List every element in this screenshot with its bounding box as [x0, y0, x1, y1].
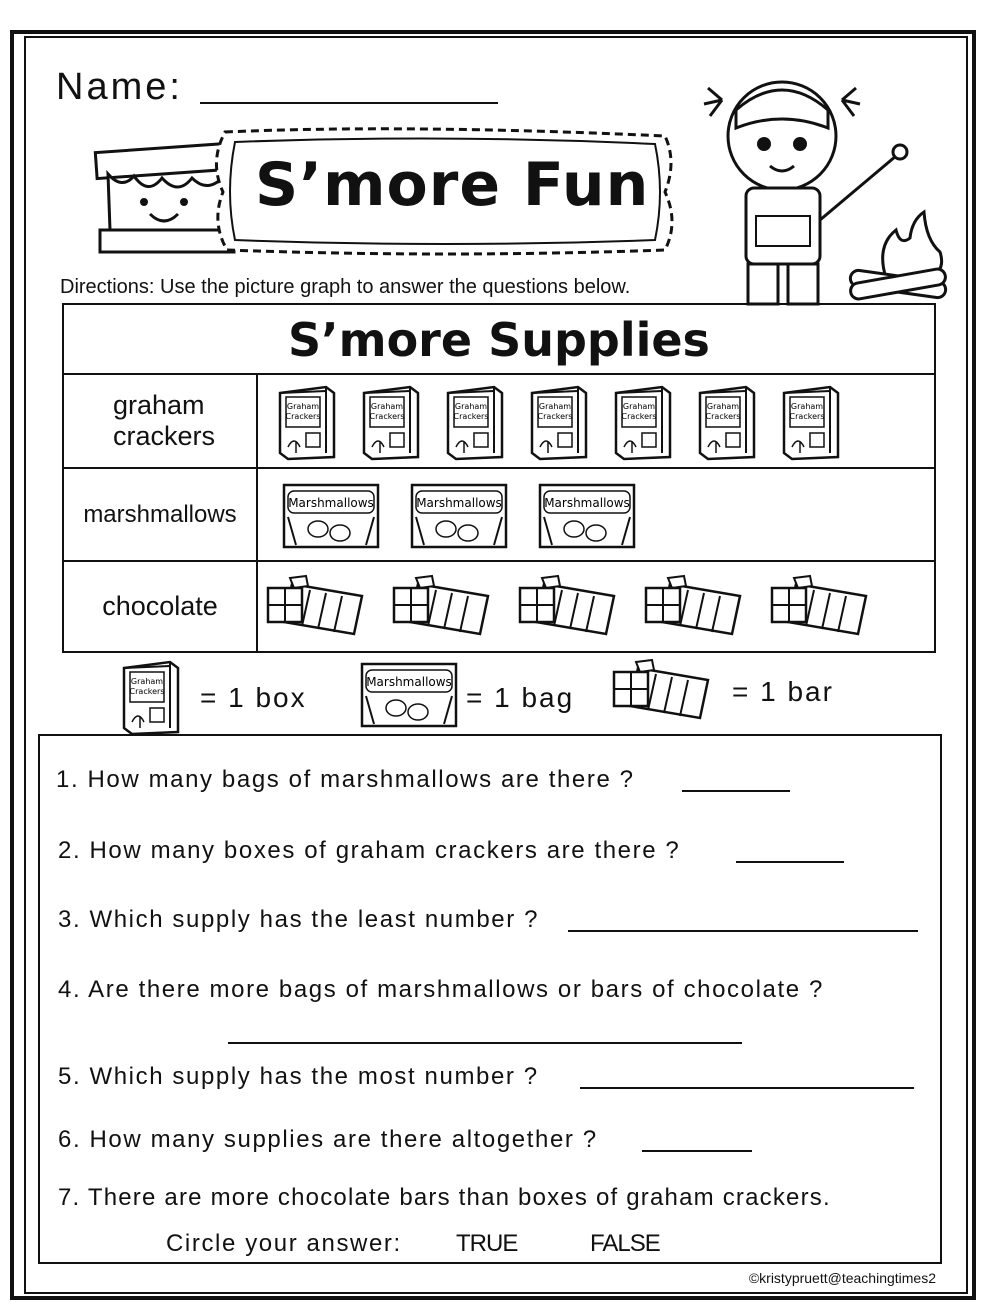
chocolate-bar-icon — [612, 658, 712, 729]
graham-cracker-box-icon — [120, 658, 182, 741]
question-7: 7. There are more chocolate bars than boxes of graham crackers. — [58, 1184, 831, 1211]
chocolate-bar-icon — [266, 574, 366, 645]
svg-text:Graham: Graham — [370, 402, 404, 411]
question-1: 1. How many bags of marshmallows are there ? — [56, 766, 635, 793]
answer-blank-1[interactable] — [682, 790, 790, 792]
row-label-graham-crackers — [64, 375, 256, 467]
worksheet-title: S’more Fun — [255, 150, 650, 220]
chocolate-icons — [258, 562, 934, 651]
key-bar-label: = 1 bar — [732, 676, 834, 707]
svg-text:Marshmallows: Marshmallows — [544, 496, 630, 510]
svg-text:Marshmallows: Marshmallows — [366, 675, 452, 689]
graham-cracker-box-icon — [444, 383, 506, 466]
key-box-label: = 1 box — [200, 682, 307, 713]
false-option[interactable]: FALSE — [590, 1230, 660, 1257]
svg-text:Graham: Graham — [130, 677, 164, 686]
svg-text:Graham: Graham — [790, 402, 824, 411]
svg-text:Crackers: Crackers — [129, 687, 165, 696]
marshmallow-bag-icon — [360, 662, 458, 733]
true-option[interactable]: TRUE — [456, 1230, 518, 1257]
circle-answer-label: Circle your answer: — [166, 1230, 402, 1257]
question-4: 4. Are there more bags of marshmallows or bars of chocolate ? — [58, 976, 824, 1003]
chocolate-bar-icon — [518, 574, 618, 645]
graham-cracker-box-icon — [528, 383, 590, 466]
marshmallow-bag-icon — [538, 483, 636, 554]
svg-text:Marshmallows: Marshmallows — [288, 496, 374, 510]
row-label-line: crackers — [112, 421, 215, 451]
graham-cracker-icons — [258, 375, 934, 467]
svg-text:Crackers: Crackers — [285, 412, 321, 421]
graph-row-marshmallows — [64, 469, 934, 562]
directions-text: Directions: Use the picture graph to answer the questions below. — [60, 276, 631, 298]
svg-text:Crackers: Crackers — [705, 412, 741, 421]
key-bag-label: = 1 bag — [466, 682, 575, 713]
questions-box — [38, 734, 942, 1264]
svg-text:Graham: Graham — [706, 402, 740, 411]
answer-blank-4[interactable] — [228, 1042, 742, 1044]
svg-text:Crackers: Crackers — [789, 412, 825, 421]
marshmallow-bag-icon — [410, 483, 508, 554]
graph-title: S’more Supplies — [64, 305, 934, 375]
answer-blank-3[interactable] — [568, 930, 918, 932]
svg-text:Graham: Graham — [454, 402, 488, 411]
answer-blank-2[interactable] — [736, 861, 844, 863]
graham-cracker-box-icon — [360, 383, 422, 466]
graph-row-chocolate — [64, 562, 934, 651]
graham-cracker-box-icon — [696, 383, 758, 466]
answer-blank-6[interactable] — [642, 1150, 752, 1152]
svg-text:Marshmallows: Marshmallows — [416, 496, 502, 510]
graham-cracker-box-icon — [276, 383, 338, 466]
marshmallow-icons — [258, 469, 934, 560]
answer-blank-5[interactable] — [580, 1087, 914, 1089]
svg-text:Crackers: Crackers — [369, 412, 405, 421]
chocolate-bar-icon — [770, 574, 870, 645]
row-label-chocolate: chocolate — [102, 591, 218, 621]
question-3: 3. Which supply has the least number ? — [58, 906, 540, 933]
picture-graph — [62, 303, 936, 653]
copyright-text: ©kristypruett@teachingtimes2 — [748, 1270, 936, 1286]
svg-text:Crackers: Crackers — [621, 412, 657, 421]
svg-text:Crackers: Crackers — [537, 412, 573, 421]
svg-text:Graham: Graham — [622, 402, 656, 411]
girl-roasting-marshmallow-illustration — [700, 70, 950, 310]
chocolate-bar-icon — [644, 574, 744, 645]
question-5: 5. Which supply has the most number ? — [58, 1063, 539, 1090]
row-label-line: graham — [112, 390, 205, 420]
svg-text:Graham: Graham — [286, 402, 320, 411]
row-label-marshmallows: marshmallows — [83, 500, 237, 528]
graham-cracker-box-icon — [612, 383, 674, 466]
question-6: 6. How many supplies are there altogether ? — [58, 1126, 598, 1153]
graham-cracker-box-icon — [780, 383, 842, 466]
question-2: 2. How many boxes of graham crackers are there ? — [58, 837, 681, 864]
graph-row-graham-crackers — [64, 375, 934, 469]
marshmallow-bag-icon — [282, 483, 380, 554]
name-label: Name: — [56, 66, 183, 108]
chocolate-bar-icon — [392, 574, 492, 645]
name-field[interactable] — [200, 102, 498, 104]
svg-text:Crackers: Crackers — [453, 412, 489, 421]
svg-text:Graham: Graham — [538, 402, 572, 411]
